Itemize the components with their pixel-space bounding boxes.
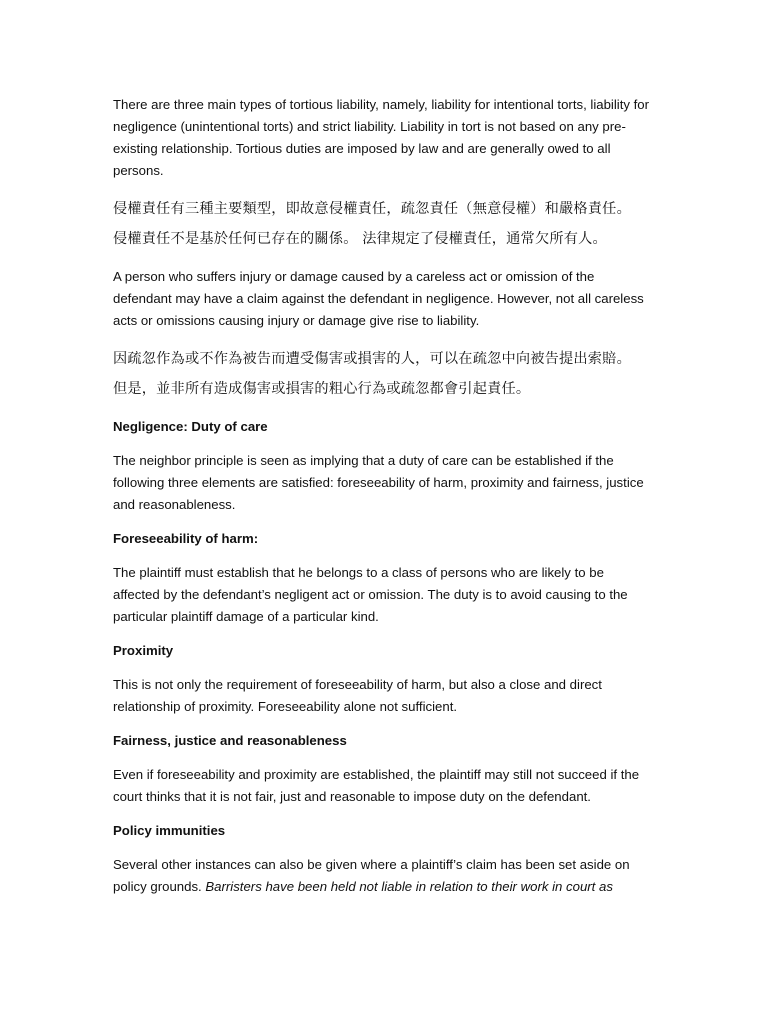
negligence-chinese-block — [113, 344, 653, 404]
document-page — [113, 94, 653, 910]
fairness-paragraph: Even if foreseeability and proximity are established, the plaintiff may still not succeed if the court thinks that it is not fair, just and reasonable to impose duty on the defendant. — [113, 767, 640, 804]
policy-immunities-italic-text: Barristers have been held not liable in relation to their work in court as — [205, 879, 613, 894]
negligence-intro-paragraph: A person who suffers injury or damage caused by a careless act or omission of the defendant may have a claim against the defendant in negligence. However, not all careless acts or omissions causing injury or damage give rise to liability. — [113, 269, 644, 328]
proximity-heading: Proximity — [113, 643, 174, 658]
intro-chinese-block — [113, 194, 653, 254]
negligence-chinese-line-2: 但是，並非所有造成傷害或損害的粗心行為或疏忽都會引起責任。 — [113, 381, 531, 397]
foreseeability-paragraph: The plaintiff must establish that he belongs to a class of persons who are likely to be affected by the defendant’s negligent act or omission. The duty is to avoid causing to the particular plaintiff damage of a particular kind. — [113, 565, 628, 624]
intro-chinese-line-1: 侵權責任有三種主要類型，即故意侵權責任，疏忽責任（無意侵權）和嚴格責任。 — [113, 201, 631, 217]
policy-immunities-text: Several other instances can also be given where a plaintiff’s claim has been set aside on policy grounds. — [113, 857, 630, 894]
fairness-heading: Fairness, justice and reasonableness — [113, 733, 347, 748]
foreseeability-heading: Foreseeability of harm: — [113, 531, 259, 546]
intro-chinese-line-2: 侵權責任不是基於任何已存在的關係。 法律規定了侵權責任，通常欠所有人。 — [113, 231, 607, 247]
policy-immunities-heading: Policy immunities — [113, 823, 226, 838]
negligence-chinese-line-1: 因疏忽作為或不作為被告而遭受傷害或損害的人，可以在疏忽中向被告提出索賠。 — [113, 351, 631, 367]
duty-of-care-paragraph: The neighbor principle is seen as implying that a duty of care can be established if the following three elements are satisfied: foreseeability of harm, proximity and fairness, justice and reasonableness. — [113, 453, 644, 512]
duty-of-care-heading: Negligence: Duty of care — [113, 419, 268, 434]
policy-immunities-paragraph — [113, 854, 653, 898]
intro-paragraph: There are three main types of tortious liability, namely, liability for intentional torts, liability for negligence (unintentional torts) and strict liability. Liability in tort is not based on any pre-existing relationship. Tortious duties are imposed by law and are generally owed to all persons. — [113, 97, 650, 178]
proximity-paragraph: This is not only the requirement of foreseeability of harm, but also a close and direct relationship of proximity. Foreseeability alone not sufficient. — [113, 677, 602, 714]
